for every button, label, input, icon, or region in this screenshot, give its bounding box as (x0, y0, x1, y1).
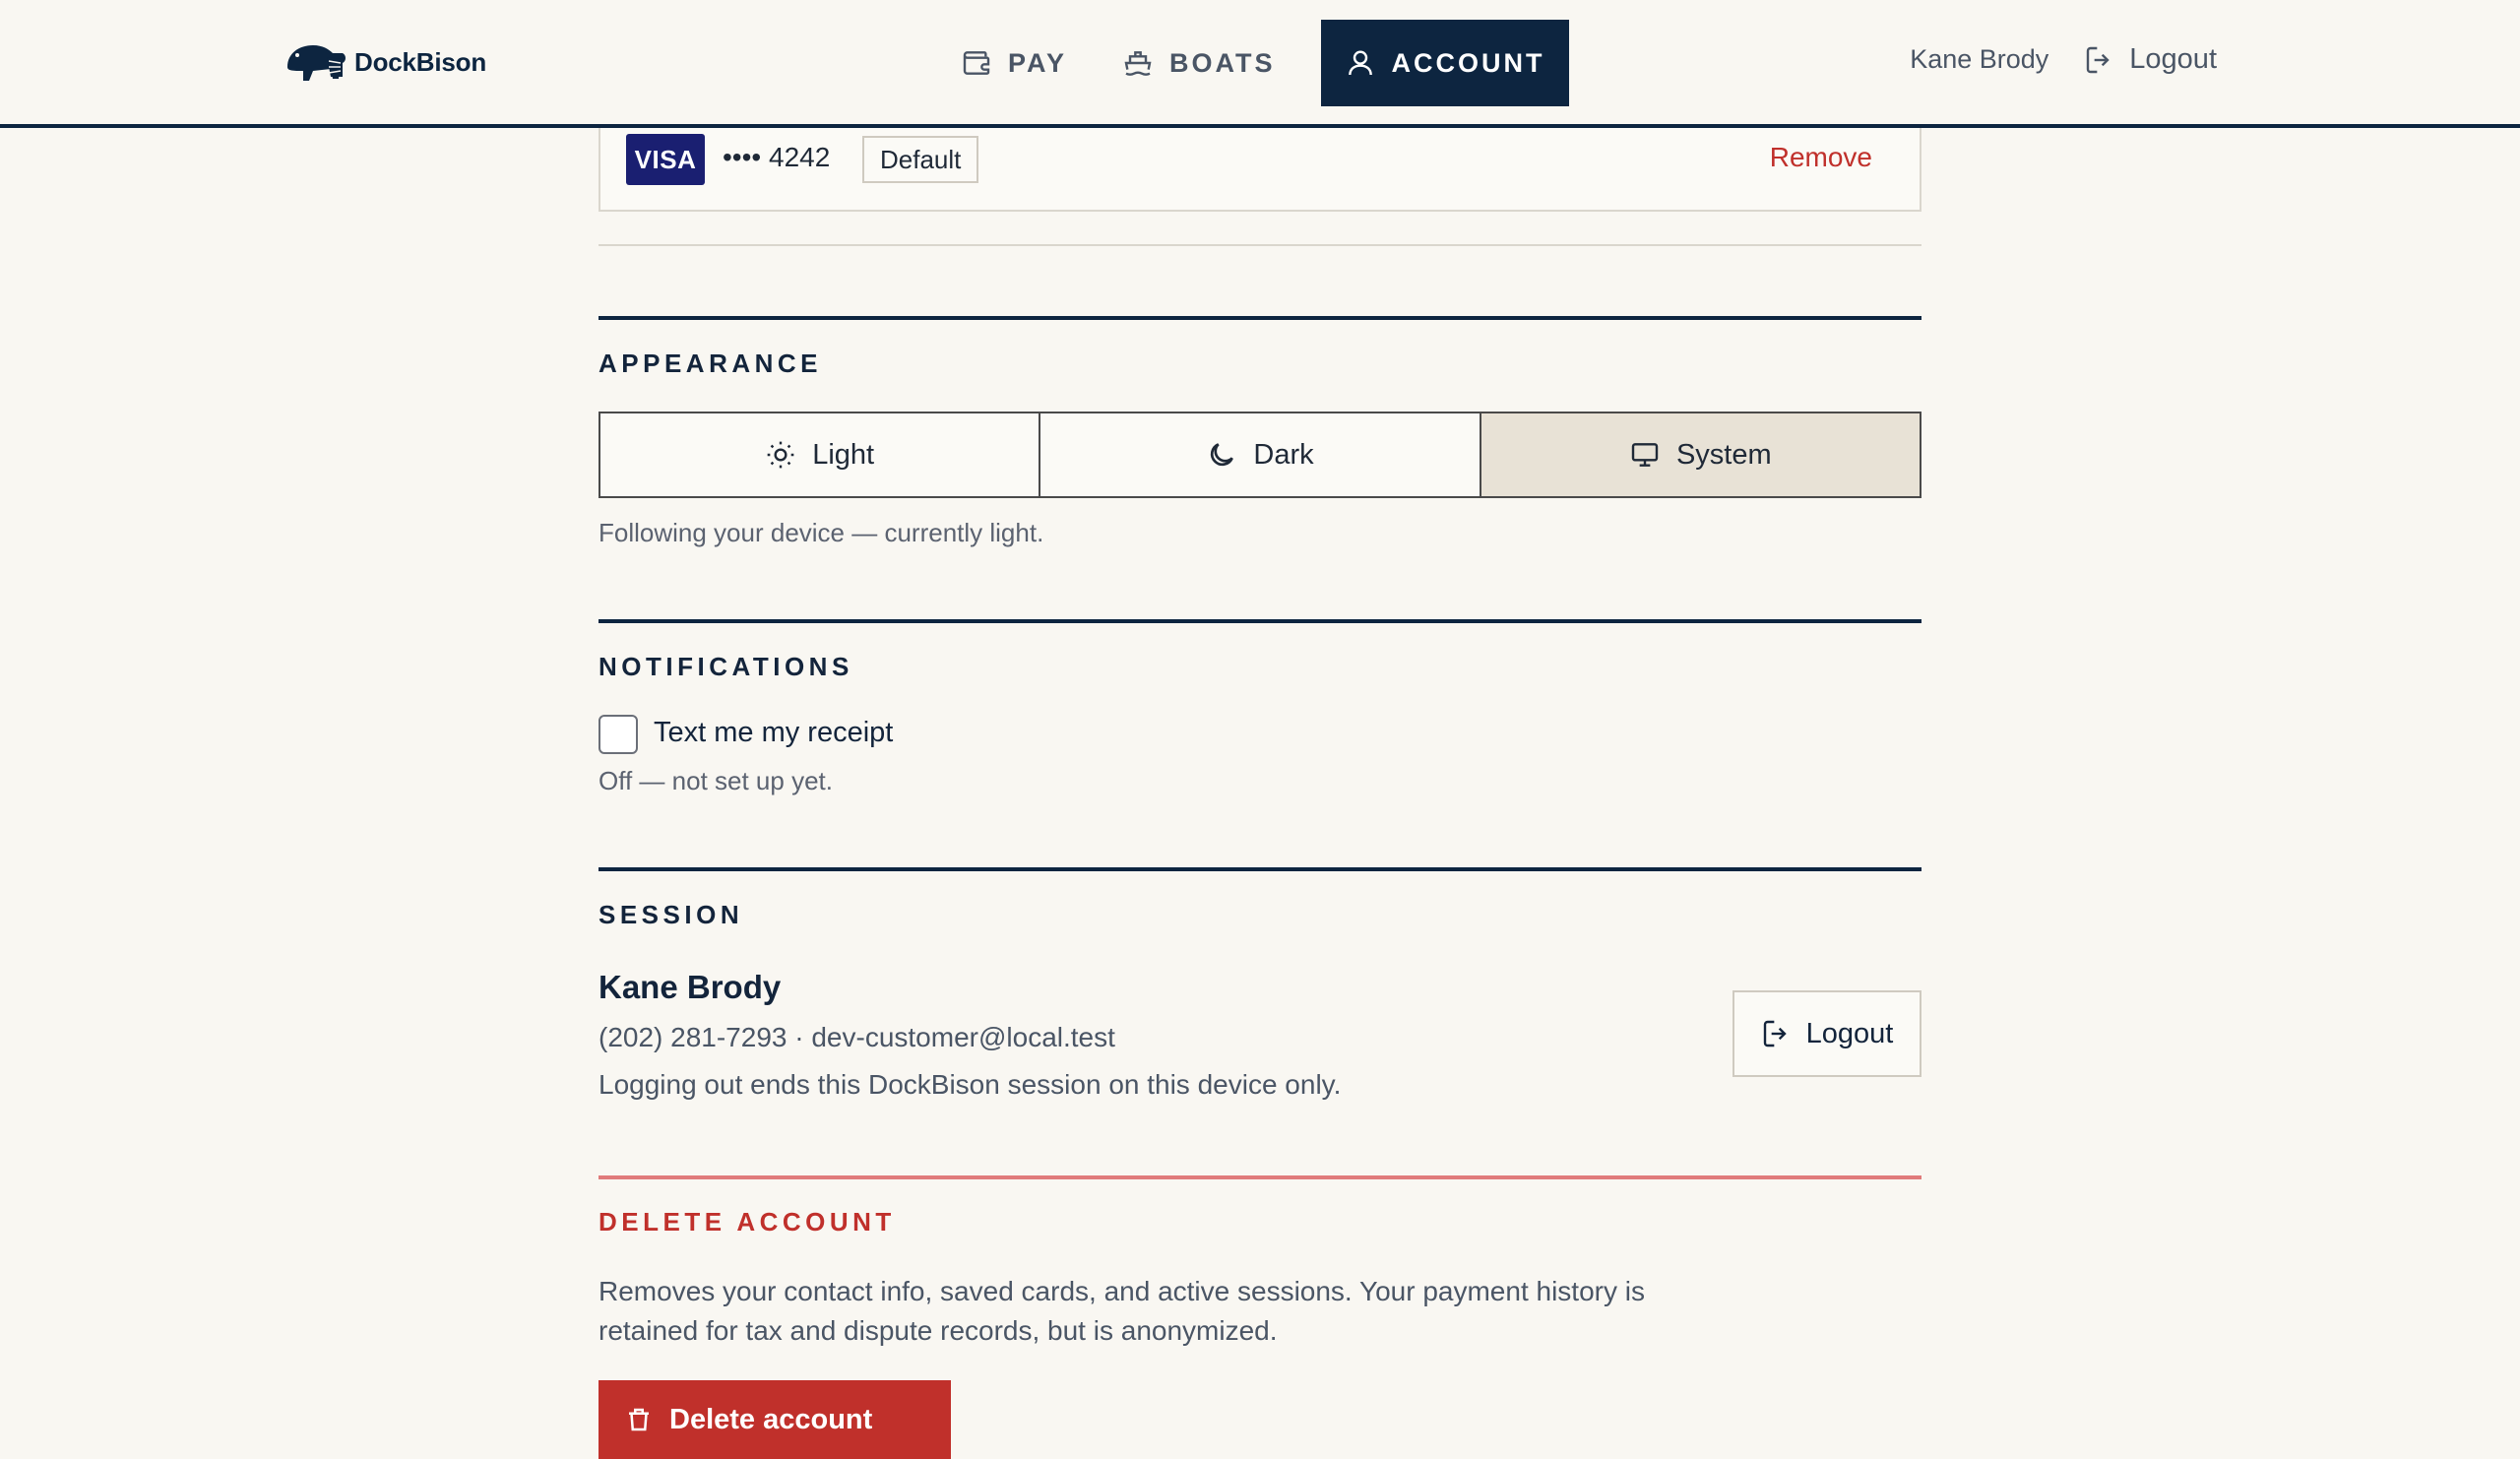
logout-label: Logout (2129, 43, 2217, 75)
session-note: Logging out ends this DockBison session on this device only. (598, 1069, 1342, 1100)
app-name: DockBison (354, 46, 487, 77)
delete-account-label: Delete account (669, 1403, 873, 1435)
logout-icon (2084, 44, 2115, 76)
appearance-light-option[interactable] (600, 413, 1039, 496)
card-masked-number: •••• 4242 (723, 142, 831, 172)
visa-logo-icon: VISA (626, 134, 705, 185)
nav-label: BOATS (1169, 47, 1276, 78)
session-contact: (202) 281-7293 · dev-customer@local.test (598, 1022, 1115, 1052)
receipt-sms-checkbox[interactable] (598, 715, 638, 754)
appearance-dark-option[interactable] (1039, 413, 1479, 496)
notifications-status: Off — not set up yet. (598, 766, 833, 795)
wallet-icon (961, 47, 992, 79)
option-label: Light (812, 438, 875, 471)
session-logout-button[interactable] (1732, 990, 1922, 1077)
section-rule (598, 619, 1922, 623)
delete-account-description: Removes your contact info, saved cards, and active sessions. Your payment history is retained for tax and dispute records, but is anonymized. (598, 1276, 1645, 1346)
notifications-title: NOTIFICATIONS (598, 652, 853, 681)
header-user-area (1910, 43, 2217, 76)
logout-label: Logout (1805, 1017, 1894, 1049)
top-navbar (0, 0, 2520, 128)
session-title: SESSION (598, 900, 744, 929)
divider (598, 244, 1922, 246)
moon-icon (1206, 439, 1237, 471)
logo[interactable] (284, 37, 486, 87)
header-logout-button[interactable] (2084, 43, 2217, 76)
monitor-icon (1629, 439, 1661, 471)
nav-item-account[interactable] (1321, 20, 1569, 106)
default-badge: Default (862, 136, 978, 183)
sun-icon (765, 439, 796, 471)
header-user-name: Kane Brody (1910, 44, 2049, 74)
danger-rule (598, 1175, 1922, 1179)
nav-item-boats[interactable] (1095, 20, 1303, 106)
user-icon (1345, 47, 1376, 79)
nav-label: ACCOUNT (1391, 47, 1545, 78)
appearance-status: Following your device — currently light. (598, 518, 1044, 547)
appearance-selector (598, 412, 1922, 498)
appearance-title: APPEARANCE (598, 349, 823, 378)
section-rule (598, 316, 1922, 320)
remove-card-button[interactable]: Remove (1769, 142, 1872, 172)
delete-account-title: DELETE ACCOUNT (598, 1207, 896, 1237)
nav-label: PAY (1008, 47, 1068, 78)
option-label: System (1675, 438, 1772, 471)
main-nav (933, 20, 1569, 106)
bison-logo-icon (284, 37, 348, 87)
delete-account-button[interactable] (598, 1380, 951, 1459)
nav-item-pay[interactable] (933, 20, 1095, 106)
boat-icon (1122, 47, 1154, 79)
session-user-name: Kane Brody (598, 969, 782, 1005)
receipt-sms-label[interactable]: Text me my receipt (654, 717, 894, 748)
appearance-system-option[interactable] (1480, 413, 1920, 496)
option-label: Dark (1253, 438, 1314, 471)
logout-icon (1761, 1018, 1793, 1049)
trash-icon (624, 1405, 654, 1434)
section-rule (598, 867, 1922, 871)
